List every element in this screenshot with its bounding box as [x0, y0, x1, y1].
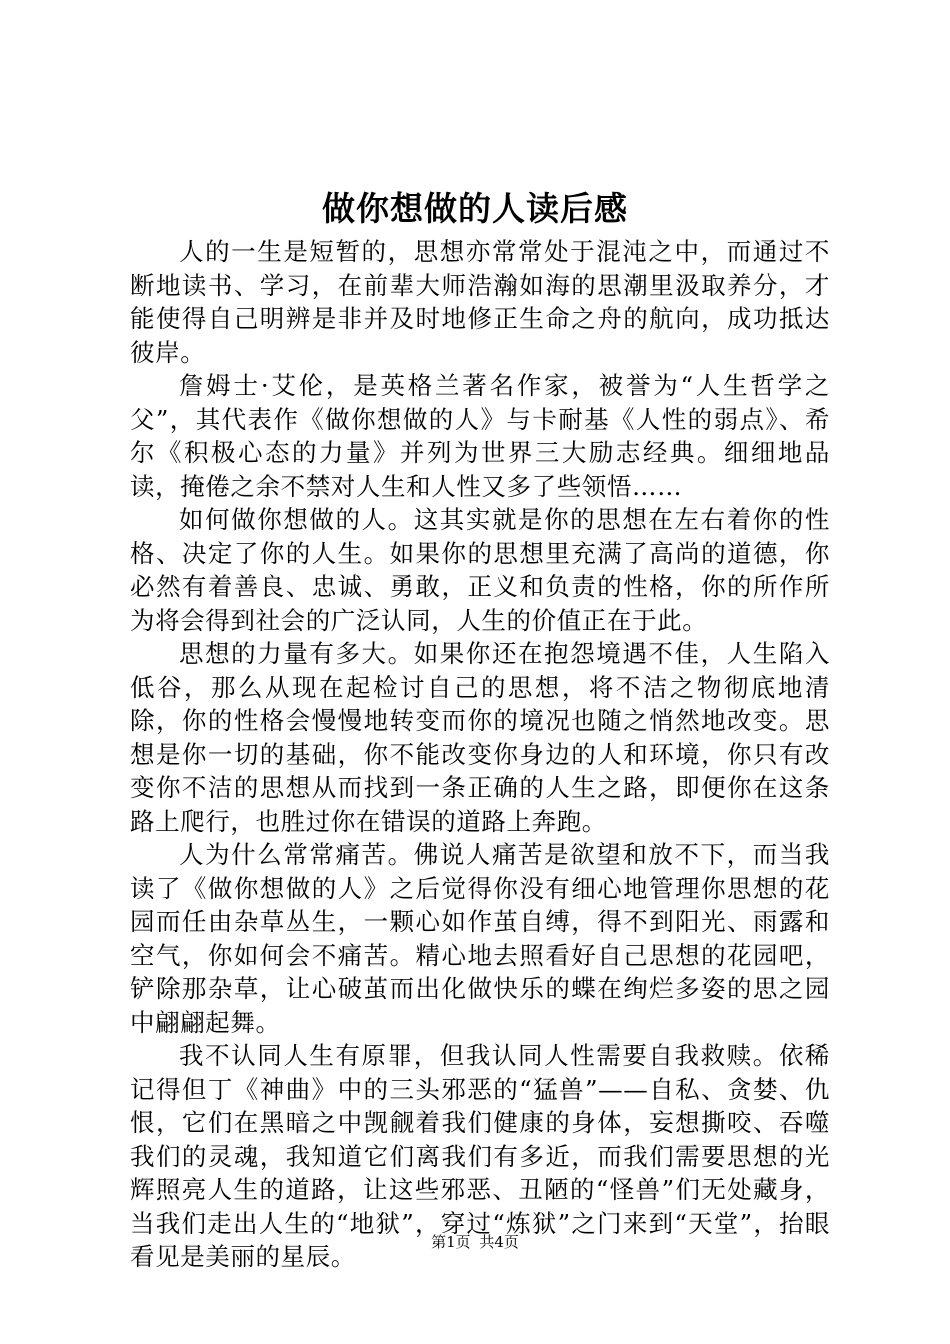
paragraph-6: 我不认同人生有原罪，但我认同人性需要自我救赎。依稀记得但丁《神曲》中的三头邪恶的“猛兽”——自私、贪婪、仇恨，它们在黑暗之中觊觎着我们健康的身体，妄想撕咬、吞噬我们的灵魂，我知道它们离我们有多近，而我们需要思想的光辉照亮人生的道路，让这些邪恶、丑陋的“怪兽”们无处藏身，当我们走出人生的“地狱”，穿过“炼狱”之门来到“天堂”，抬眼看见是美丽的星辰。 — [130, 1041, 830, 1271]
paragraph-2: 詹姆士·艾伦，是英格兰著名作家，被誉为“人生哲学之父”，其代表作《做你想做的人》与卡耐基《人性的弱点》、希尔《积极心态的力量》并列为世界三大励志经典。细细地品读，掩倦之余不禁对人生和人性又多了些领悟…… — [130, 371, 830, 501]
page-total: 共4页 — [479, 1233, 519, 1251]
paragraph-3: 如何做你想做的人。这其实就是你的思想在左右着你的性格、决定了你的人生。如果你的思想里充满了高尚的道德，你必然有着善良、忠诚、勇敢，正义和负责的性格，你的所作所为将会得到社会的广泛认同，人生的价值正在于此。 — [130, 505, 830, 635]
page-number: 第1页 — [431, 1233, 471, 1251]
paragraph-5: 人为什么常常痛苦。佛说人痛苦是欲望和放不下，而当我读了《做你想做的人》之后觉得你没有细心地管理你思想的花园而任由杂草丛生，一颗心如作茧自缚，得不到阳光、雨露和空气，你如何会不痛苦。精心地去照看好自己思想的花园吧，铲除那杂草，让心破茧而出化做快乐的蝶在绚烂多姿的思之园中翩翩起舞。 — [130, 840, 830, 1037]
document-title: 做你想做的人读后感 — [322, 189, 628, 228]
paragraph-1: 人的一生是短暂的，思想亦常常处于混沌之中，而通过不断地读书、学习，在前辈大师浩瀚如海的思潮里汲取养分，才能使得自己明辨是非并及时地修正生命之舟的航向，成功抵达彼岸。 — [130, 237, 830, 367]
paragraph-4: 思想的力量有多大。如果你还在抱怨境遇不佳，人生陷入低谷，那么从现在起检讨自己的思想，将不洁之物彻底地清除，你的性格会慢慢地转变而你的境况也随之悄然地改变。思想是你一切的基础，你不能改变你身边的人和环境，你只有改变你不洁的思想从而找到一条正确的人生之路，即便你在这条路上爬行，也胜过你在错误的道路上奔跑。 — [130, 639, 830, 836]
page-footer — [0, 1230, 950, 1254]
document-body — [130, 235, 830, 1274]
